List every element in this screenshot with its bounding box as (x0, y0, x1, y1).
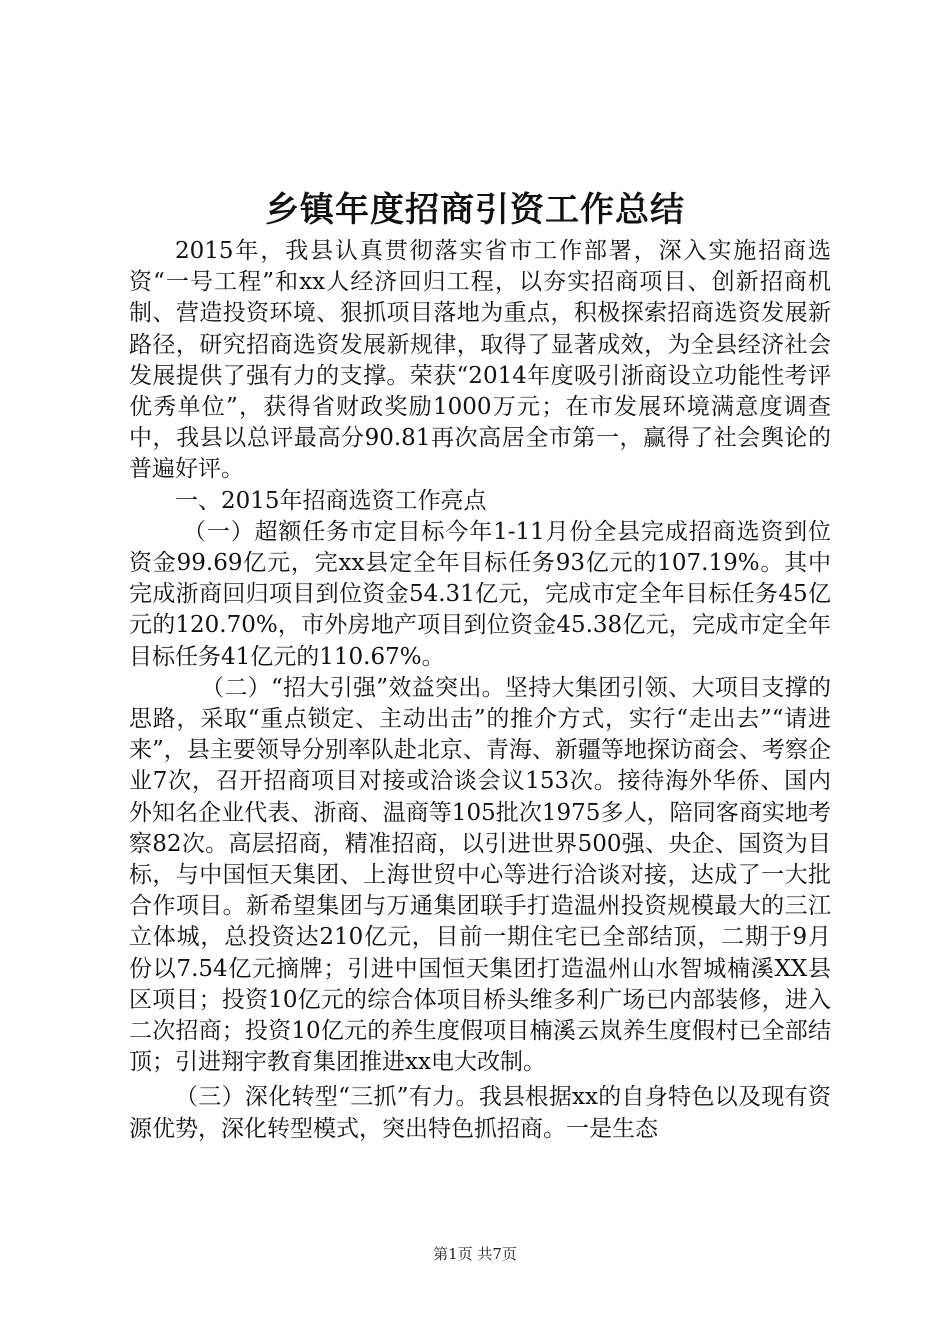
subsection-1-paragraph: （一）超额任务市定目标今年1-11月份全县完成招商选资到位资金99.69亿元，完xx县定全年目标任务93亿元的107.19%。其中完成浙商回归项目到位资金54.31亿元，完成市定全年目标任务45亿元的120.70%，市外房地产项目到位资金45.38亿元，完成市定全年目标任务41亿元的110.67%。 (129, 518, 831, 670)
intro-paragraph: 2015年，我县认真贯彻落实省市工作部署，深入实施招商选资“一号工程”和xx人经济回归工程，以夯实招商项目、创新招商机制、营造投资环境、狠抓项目落地为重点，积极探索招商选资发展新路径，研究招商选资发展新规律，取得了显著成效，为全县经济社会发展提供了强有力的支撑。荣获“2014年度吸引浙商设立功能性考评优秀单位”，获得省财政奖励1000万元；在市发展环境满意度调查中，我县以总评最高分90.81再次高居全市第一，赢得了社会舆论的普遍好评。 (129, 238, 831, 483)
document-title: 乡镇年度招商引资工作总结 (265, 190, 685, 230)
section-heading: 一、2015年招商选资工作亮点 (175, 487, 487, 514)
subsection-3-paragraph: （三）深化转型“三抓”有力。我县根据xx的自身特色以及现有资源优势，深化转型模式，突出特色抓招商。一是生态 (129, 1084, 831, 1142)
page-footer: 第1页 共7页 (433, 1245, 517, 1263)
subsection-2-paragraph: （二）“招大引强”效益突出。坚持大集团引领、大项目支撑的思路，采取“重点锁定、主动出击”的推介方式，实行“走出去”“请进来”，县主要领导分别率队赴北京、青海、新疆等地探访商会、考察企业7次，召开招商项目对接或洽谈会议153次。接待海外华侨、国内外知名企业代表、浙商、温商等105批次1975多人，陪同客商实地考察82次。高层招商，精准招商，以引进世界500强、央企、国资为目标，与中国恒天集团、上海世贸中心等进行洽谈对接，达成了一大批合作项目。新希望集团与万通集团联手打造温州投资规模最大的三江立体城，总投资达210亿元，目前一期住宅已全部结顶，二期于9月份以7.54亿元摘牌；引进中国恒天集团打造温州山水智城楠溪XX县区项目；投资10亿元的综合体项目桥头维多利广场已内部装修，进入二次招商；投资10亿元的养生度假项目楠溪云岚养生度假村已全部结顶；引进翔宇教育集团推进xx电大改制。 (129, 674, 831, 1076)
document-body (129, 236, 831, 1145)
